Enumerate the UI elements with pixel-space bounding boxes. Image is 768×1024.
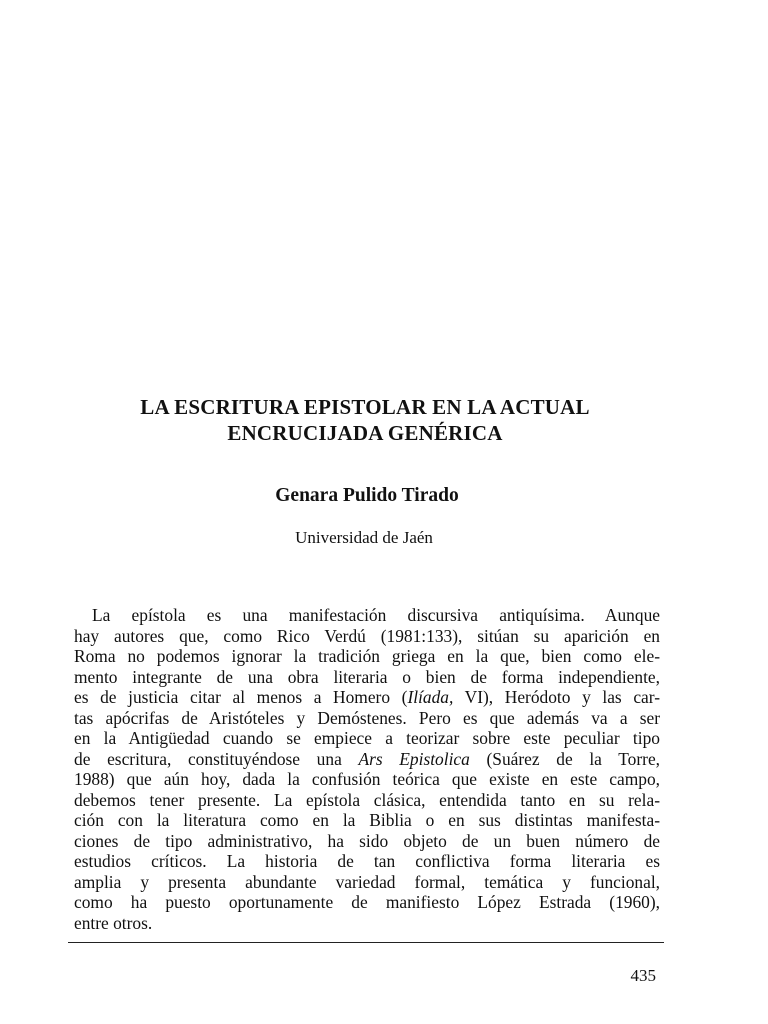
title-line-2: ENCRUCIJADA GENÉRICA: [227, 421, 503, 445]
line-segment: de escritura, constituyéndose una: [74, 748, 359, 769]
paragraph-line: hay autores que, como Rico Verdú (1981:133), sitúan su aparición en: [74, 625, 660, 646]
title-line-1: LA ESCRITURA EPISTOLAR EN LA ACTUAL: [140, 395, 590, 419]
paragraph-line: Roma no podemos ignorar la tradición griega en la que, bien como ele-: [74, 646, 660, 666]
line-segment: es de justicia citar al menos a Homero (: [74, 687, 408, 707]
page-number: 435: [630, 966, 656, 985]
paragraph-line: estudios críticos. La historia de tan conflictiva forma literaria es: [74, 851, 660, 871]
paragraph-line: como ha puesto oportunamente de manifiesto López Estrada (1960),: [74, 892, 660, 912]
line-segment: (Suárez de la Torre,: [469, 748, 661, 769]
article-title: [0, 394, 730, 446]
body-paragraph: [74, 605, 660, 933]
footer-rule: [68, 942, 664, 943]
paragraph-line: amplia y presenta abundante variedad formal, temática y funcional,: [74, 871, 660, 892]
paragraph-line: mento integrante de una obra literaria o bien de forma independiente,: [74, 666, 660, 687]
paragraph-line: en la Antigüedad cuando se empiece a teorizar sobre este peculiar tipo: [74, 728, 660, 748]
paragraph-line: ciones de tipo administrativo, ha sido objeto de un buen número de: [74, 830, 660, 851]
author-affiliation: Universidad de Jaén: [295, 528, 433, 547]
paragraph-line: debemos tener presente. La epístola clásica, entendida tanto en su rela-: [74, 789, 660, 810]
paragraph-line: ción con la literatura como en la Biblia o en sus distintas manifesta-: [74, 810, 660, 830]
italic-title: Ilíada,: [407, 687, 454, 707]
paragraph-line: tas apócrifas de Aristóteles y Demóstenes. Pero es que además va a ser: [74, 707, 660, 728]
line-segment: VI), Heródoto y las car-: [453, 687, 660, 707]
paragraph-line: La epístola es una manifestación discursiva antiquísima. Aunque: [92, 605, 660, 625]
author-name: Genara Pulido Tirado: [275, 485, 459, 506]
paragraph-line: entre otros.: [74, 912, 153, 933]
paragraph-line: [74, 749, 660, 770]
paragraph-line: 1988) que aún hoy, dada la confusión teórica que existe en este campo,: [74, 769, 660, 789]
italic-title: Ars Epistolica: [358, 748, 470, 769]
paragraph-line: [74, 687, 660, 708]
